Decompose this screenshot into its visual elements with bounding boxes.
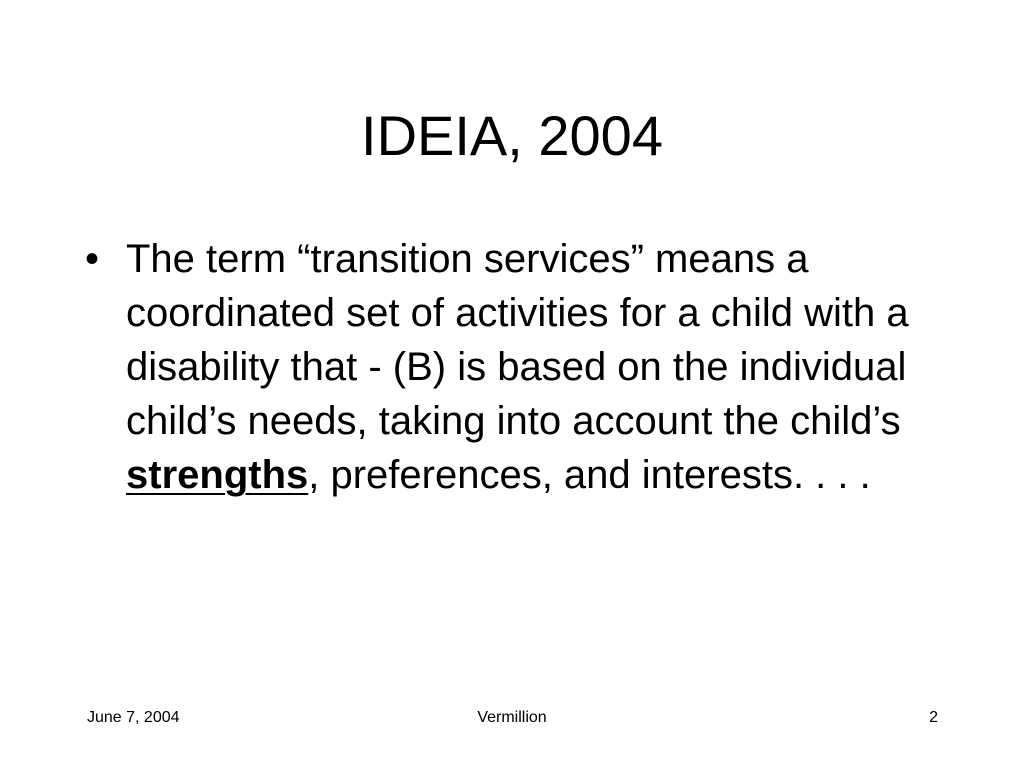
bullet-icon: • xyxy=(85,237,100,281)
footer-page-number: 2 xyxy=(929,709,938,726)
bullet-text-before: The term “transition services” means a coordinated set of activities for a child with a disability that - (B) is based on the individual child’s needs, taking into account the child’s xyxy=(126,237,909,443)
slide-title: IDEIA, 2004 xyxy=(361,104,663,167)
bullet-list xyxy=(85,232,925,502)
footer-author: Vermillion xyxy=(477,709,547,726)
bullet-item xyxy=(85,232,925,502)
bullet-emphasis: strengths xyxy=(126,453,309,497)
footer-date: June 7, 2004 xyxy=(87,709,180,726)
bullet-text-after: , preferences, and interests. . . . xyxy=(308,453,871,497)
